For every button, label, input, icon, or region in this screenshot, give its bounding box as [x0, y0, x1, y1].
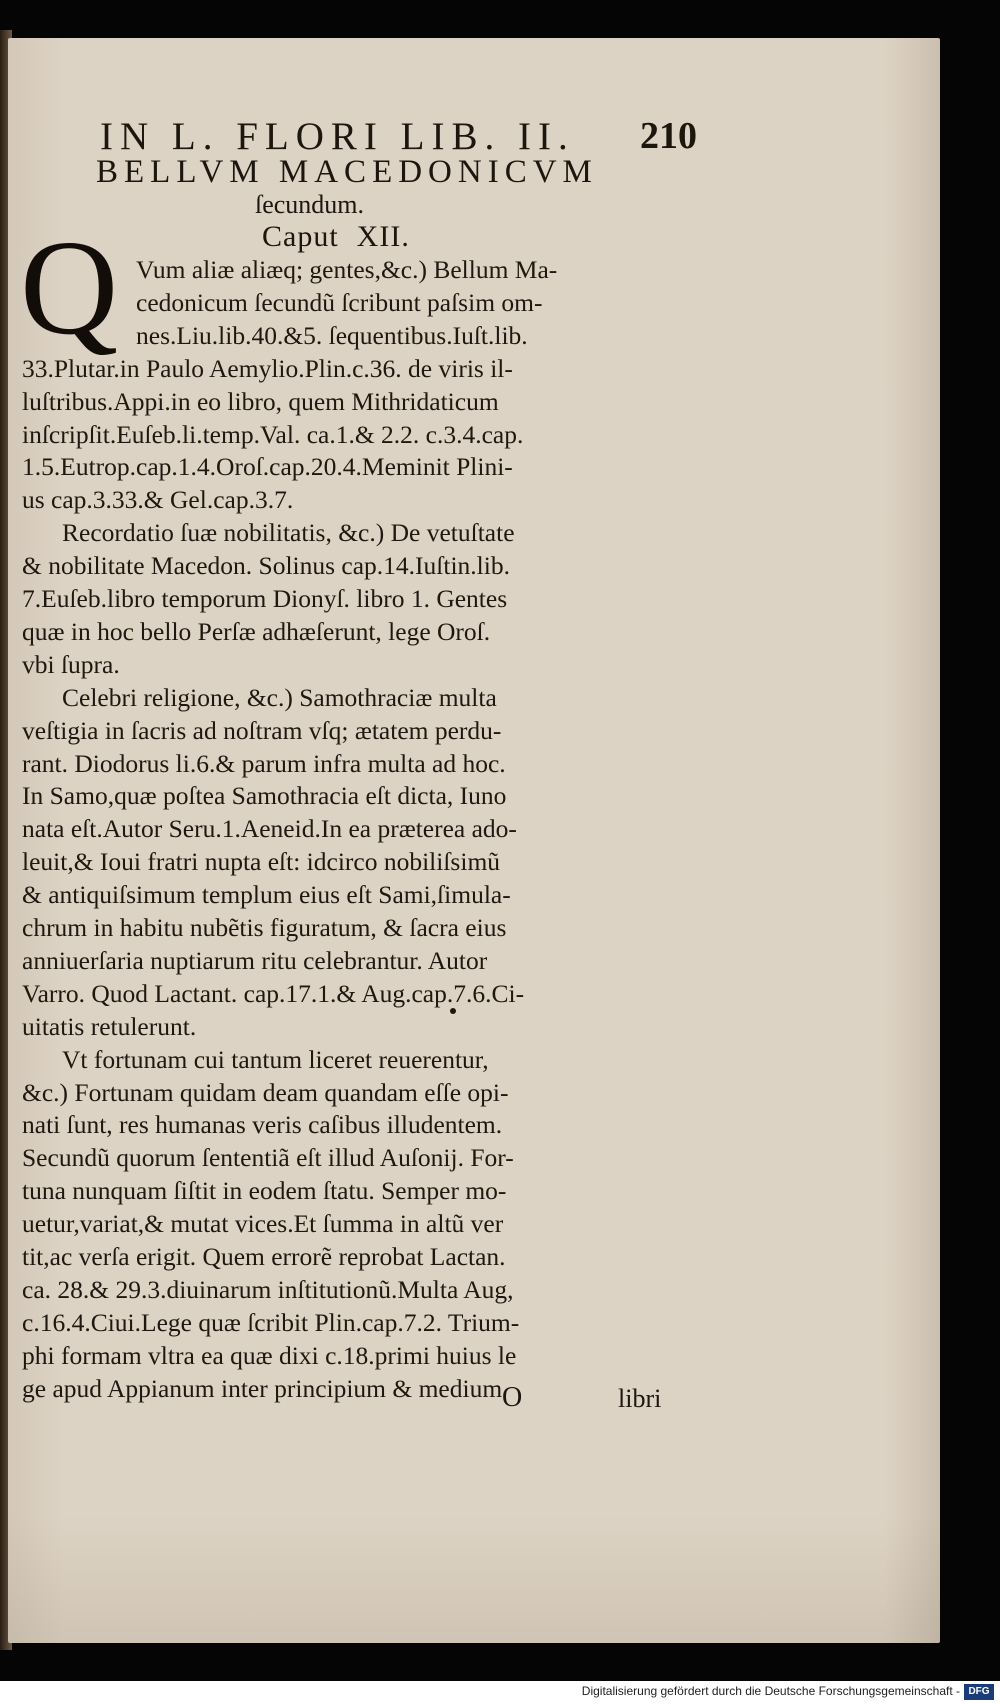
text-line: 33.Plutar.in Paulo Aemylio.Plin.c.36. de viris il-	[22, 353, 513, 383]
text-line: phi formam vltra ea quæ dixi c.18.primi huius le	[22, 1340, 517, 1370]
text-line: &c.) Fortunam quidam deam quandam eſſe opi-	[22, 1077, 509, 1107]
text-line: c.16.4.Ciui.Lege quæ ſcribit Plin.cap.7.2. Trium-	[22, 1307, 520, 1337]
text-line: chrum in habitu nubẽtis figuratum, & ſacra eius	[22, 913, 507, 942]
text-line: Vum aliæ aliæq; gentes,&c.) Bellum Ma-	[136, 255, 558, 284]
text-line: inſcripſit.Euſeb.li.temp.Val. ca.1.& 2.2. c.3.4.cap.	[22, 419, 524, 449]
dfg-logo-icon: DFG	[964, 1684, 994, 1700]
text-line: quæ in hoc bello Perſæ adhæſerunt, lege Oroſ.	[22, 616, 491, 646]
catchword: libri	[618, 1384, 662, 1413]
text-line: anniuerſaria nuptiarum ritu celebrantur. Autor	[22, 945, 488, 975]
caption-numeral: XII.	[356, 220, 410, 253]
signature-mark: O	[502, 1382, 523, 1413]
text-line: rant. Diodorus li.6.& parum infra multa ad hoc.	[22, 748, 506, 778]
text-line: 1.5.Eutrop.cap.1.4.Oroſ.cap.20.4.Meminit Plini-	[22, 452, 513, 482]
text-line: veſtigia in ſacris ad noſtram vſq; ætatem perdu-	[22, 715, 502, 745]
text-line: Varro. Quod Lactant. cap.17.1.& Aug.cap.7.6.Ci-	[22, 978, 525, 1008]
text-line: & nobilitate Macedon. Solinus cap.14.Iuſtin.lib.	[22, 551, 510, 581]
text-line: Secundũ quorum ſententiã eſt illud Auſonij. For-	[22, 1143, 514, 1173]
text-line: nes.Liu.lib.40.&5. ſequentibus.Iuſt.lib.	[136, 320, 528, 350]
text-line: nati ſunt, res humanas veris caſibus illudentem.	[22, 1110, 503, 1140]
footer-credit: Digitalisierung gefördert durch die Deutsche Forschungsgemeinschaft -	[581, 1684, 960, 1698]
text-line: ge apud Appianum inter principium & medium	[22, 1373, 503, 1403]
text-line: uetur,variat,& mutat vices.Et ſumma in altũ ver	[22, 1209, 504, 1239]
text-line: leuit,& Ioui fratri nupta eſt: idcirco nobiliſsimũ	[22, 847, 501, 877]
ink-dot	[450, 1008, 456, 1014]
text-line: tuna nunquam ſiſtit in eodem ſtatu. Semper mo-	[22, 1176, 507, 1206]
text-line: & antiquiſsimum templum eius eſt Sami,ſimula-	[22, 880, 511, 910]
text-line: nata eſt.Autor Seru.1.Aeneid.In ea præterea ado-	[22, 814, 517, 844]
text-line: 7.Euſeb.libro temporum Dionyſ. libro 1. Gentes	[22, 584, 508, 613]
chapter-caption	[262, 220, 410, 254]
text-line: Celebri religione, &c.) Samothraciæ multa	[62, 682, 497, 712]
folio-number: 210	[640, 115, 697, 157]
running-header: IN L. FLORI LIB. II.	[100, 115, 575, 158]
text-line: Vt fortunam cui tantum liceret reuerentur,	[62, 1044, 489, 1074]
text-line: Recordatio ſuæ nobilitatis, &c.) De vetuſtate	[62, 518, 515, 548]
text-line: uitatis retulerunt.	[22, 1011, 197, 1041]
text-line: cedonicum ſecundũ ſcribunt paſsim om-	[136, 287, 543, 317]
caption-word: Caput	[262, 220, 339, 253]
chapter-subtitle: ſecundum.	[255, 190, 365, 219]
chapter-title: BELLVM MACEDONICVM	[96, 154, 598, 190]
drop-cap: Q	[20, 213, 119, 363]
text-line: us cap.3.33.& Gel.cap.3.7.	[22, 485, 294, 515]
text-line: luſtribus.Appi.in eo libro, quem Mithridaticum	[22, 386, 499, 416]
text-line: In Samo,quæ poſtea Samothracia eſt dicta, Iuno	[22, 781, 507, 811]
text-line: tit,ac verſa erigit. Quem errorẽ reprobat Lactan.	[22, 1242, 506, 1271]
text-line: ca. 28.& 29.3.diuinarum inſtitutionũ.Multa Aug,	[22, 1274, 514, 1304]
text-line: vbi ſupra.	[22, 649, 120, 679]
footer-bar	[0, 1681, 1000, 1704]
